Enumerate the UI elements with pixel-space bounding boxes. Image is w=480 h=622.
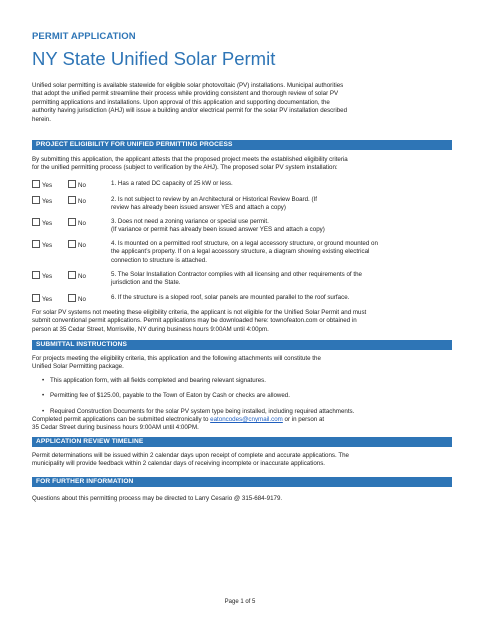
item-text: 3. Does not need a zoning variance or special use permit. (111, 218, 269, 225)
item-text: 1. Has a rated DC capacity of 25 kW or less. (111, 180, 233, 187)
review-heading: APPLICATION REVIEW TIMELINE (32, 437, 452, 447)
submittal-lead (32, 355, 452, 372)
no-label: No (78, 182, 86, 189)
no-option[interactable] (68, 240, 86, 250)
eligibility-heading: PROJECT ELIGIBILITY FOR UNIFIED PERMITTING PROCESS (32, 140, 452, 150)
checkbox-icon[interactable] (32, 180, 40, 188)
yes-option[interactable] (32, 271, 52, 281)
review-line: municipality will provide feedback within 2 calendar days of receiving incomplete or inaccurate applications. (32, 460, 326, 468)
intro-line: authority having jurisdiction (AHJ) will issue a building and/or electrical permit for the solar PV installation described (32, 107, 348, 115)
intro-line: Unified solar permitting is available statewide for eligible solar photovoltaic (PV) installations. Municipal authorities (32, 82, 344, 89)
bullet-item: • Permitting fee of $125.00, payable to the Town of Eaton by Cash or checks are allowed. (42, 392, 452, 400)
bullet-item: • Required Construction Documents for the solar PV system type being installed, including required attachments. (42, 408, 452, 416)
eligibility-closing (32, 309, 452, 334)
email-link[interactable]: eatoncodes@cnymail.com (210, 416, 283, 423)
yes-label: Yes (42, 296, 53, 303)
yes-option[interactable] (32, 240, 52, 250)
item-text: jurisdiction and the State. (111, 279, 181, 287)
submittal-lead-line: For projects meeting the eligibility criteria, this application and the following attachments will constitute the (32, 355, 321, 362)
yes-label: Yes (42, 242, 53, 249)
eligibility-closing-line: submit conventional permit applications. Permit applications may be downloaded here: townofeaton.com or obtained in (32, 317, 357, 325)
no-label: No (78, 273, 86, 280)
intro-paragraph (32, 82, 452, 124)
item-text: the applicant’s property. If on a legal accessory structure, a diagram showing existing electrical (111, 248, 370, 256)
checkbox-icon[interactable] (32, 294, 40, 302)
no-label: No (78, 296, 86, 303)
item-text: review has already been issued answer YES and attach a copy) (111, 204, 286, 212)
page-number: Page 1 of 5 (224, 599, 256, 605)
checkbox-icon[interactable] (68, 294, 76, 302)
review-line: Permit determinations will be issued within 2 calendar days upon receipt of complete and accurate applications. The (32, 452, 349, 459)
no-option[interactable] (68, 294, 86, 304)
intro-line: that adopt the unified permit streamline their process while providing consistent and thorough review of solar PV (32, 90, 339, 98)
eligibility-closing-line: person at 35 Cedar Street, Morrisville, NY during business hours 9:00AM until 4:00pm. (32, 325, 269, 333)
checkbox-icon[interactable] (32, 240, 40, 248)
item-text: (If variance or permit has already been issued answer YES and attach a copy) (111, 226, 325, 234)
yes-option[interactable] (32, 196, 52, 206)
yes-label: Yes (42, 182, 53, 189)
item-text: 4. Is mounted on a permitted roof structure, on a legal accessory structure, or ground mounted on (111, 240, 378, 247)
no-label: No (78, 220, 86, 227)
further-line: Questions about this permitting process may be directed to Larry Cesario @ 315-684-9179. (32, 495, 283, 502)
eligibility-closing-line: For solar PV systems not meeting these eligibility criteria, the applicant is not eligible for the Unified Solar Permit and must (32, 309, 367, 316)
no-option[interactable] (68, 271, 86, 281)
submittal-heading: SUBMITTAL INSTRUCTIONS (32, 340, 452, 350)
yes-option[interactable] (32, 218, 52, 228)
submittal-closing-prefix: Completed permit applications can be submitted electronically to (32, 416, 211, 423)
submittal-closing-line: 35 Cedar Street during business hours 9:00AM until 4:00PM. (32, 424, 199, 432)
checkbox-icon[interactable] (32, 196, 40, 204)
review-paragraph (32, 452, 452, 469)
checkbox-icon[interactable] (68, 180, 76, 188)
item-text: 6. If the structure is a sloped roof, solar panels are mounted parallel to the roof surface. (111, 294, 350, 301)
yes-label: Yes (42, 220, 53, 227)
submittal-closing-suffix: or in person at (282, 416, 325, 423)
intro-line: permitting applications and installations. Upon approval of this application and supporting documentation, the (32, 98, 330, 106)
item-text: connection to structure is attached. (111, 256, 207, 264)
eligibility-lead (32, 156, 452, 173)
checkbox-icon[interactable] (68, 271, 76, 279)
item-text: 5. The Solar Installation Contractor complies with all licensing and other requirements of the (111, 271, 362, 278)
checkbox-icon[interactable] (68, 196, 76, 204)
eligibility-lead-line: By submitting this application, the applicant attests that the proposed project meets the established eligibility criteria (32, 156, 348, 163)
eligibility-lead-line: for the unified permitting process (subject to verification by the AHJ). The proposed solar PV system installation: (32, 164, 338, 172)
submittal-closing (32, 416, 452, 433)
no-option[interactable] (68, 196, 86, 206)
further-heading: FOR FURTHER INFORMATION (32, 477, 452, 487)
intro-line: herein. (32, 115, 51, 123)
bullet-item: • This application form, with all fields completed and bearing relevant signatures. (42, 377, 452, 385)
document-title: NY State Unified Solar Permit (32, 48, 276, 69)
no-option[interactable] (68, 180, 86, 190)
checkbox-icon[interactable] (68, 240, 76, 248)
submittal-lead-line: Unified Solar Permitting package. (32, 363, 124, 371)
no-label: No (78, 242, 86, 249)
no-label: No (78, 198, 86, 205)
checkbox-icon[interactable] (32, 271, 40, 279)
document-kicker: PERMIT APPLICATION (32, 31, 136, 42)
no-option[interactable] (68, 218, 86, 228)
yes-label: Yes (42, 273, 53, 280)
yes-option[interactable] (32, 180, 52, 190)
yes-option[interactable] (32, 294, 52, 304)
yes-label: Yes (42, 198, 53, 205)
checkbox-icon[interactable] (32, 218, 40, 226)
item-text: 2. Is not subject to review by an Architectural or Historical Review Board. (If (111, 196, 317, 203)
checkbox-icon[interactable] (68, 218, 76, 226)
